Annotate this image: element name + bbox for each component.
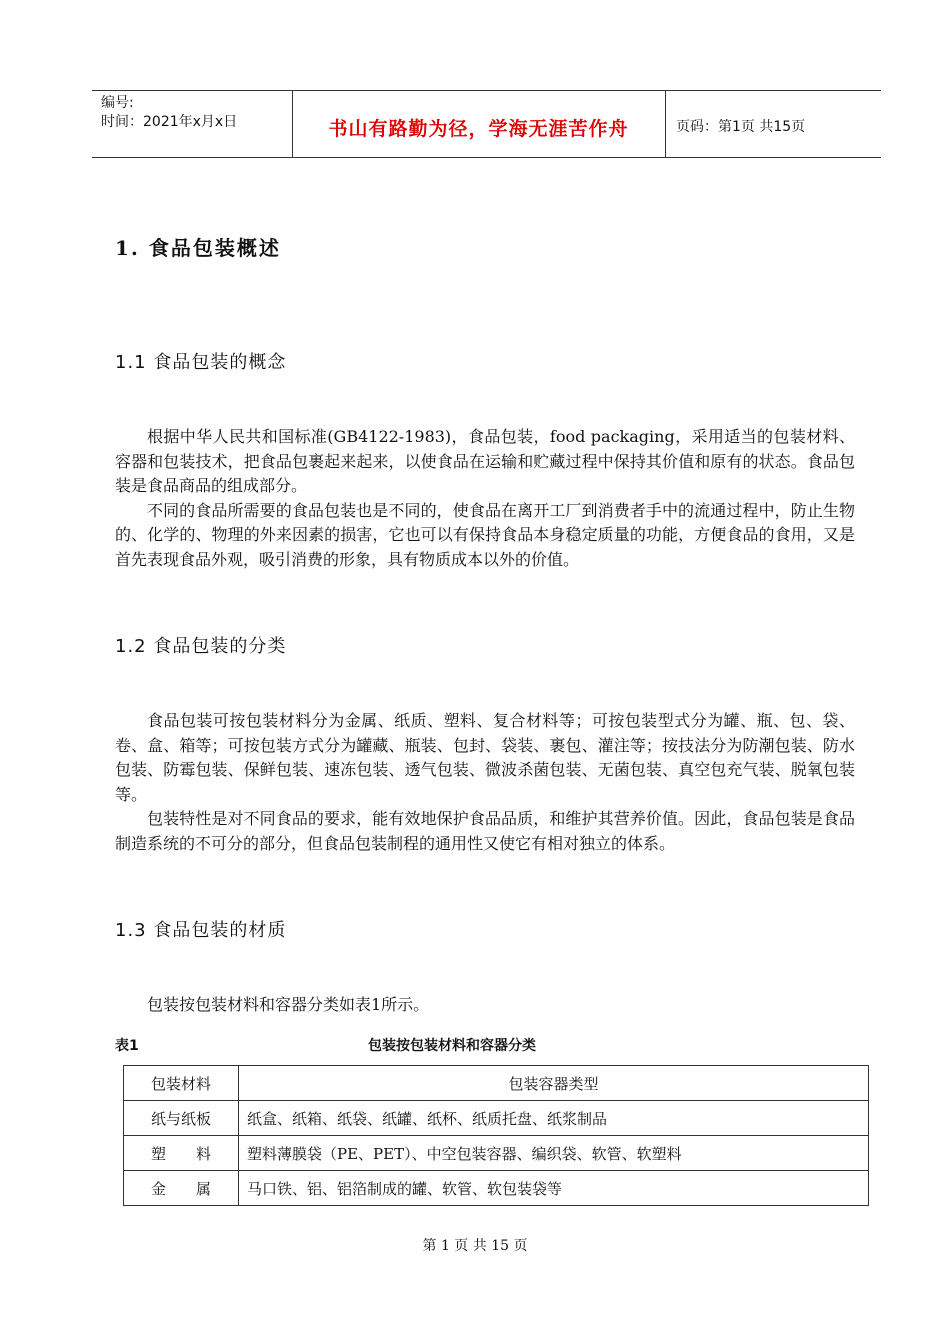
section-1-1-body [115, 425, 855, 572]
header-page-number: 页码：第1页 共15页 [676, 119, 806, 135]
footer-page-number: 第 1 页 共 15 页 [422, 1238, 528, 1254]
packaging-materials-table [123, 1065, 869, 1206]
paragraph: 包装特性是对不同食品的要求，能有效地保护食品品质，和维护其营养价值。因此，食品包装是食品制造系统的不可分的部分，但食品包装制程的通用性又使它有相对独立的体系。 [115, 809, 855, 853]
header-divider-right [665, 90, 666, 157]
section-1-2-body [115, 709, 855, 856]
paragraph: 根据中华人民共和国标准(GB4122-1983)，食品包装，food packaging，采用适当的包装材料、容器和包装技术，把食品包裹起来起来，以使食品在运输和贮藏过程中保持其价值和原有的状态。食品包装是食品商品的组成部分。 [115, 427, 855, 495]
table-header-cell: 包装容器类型 [239, 1066, 869, 1101]
table-header-cell: 包装材料 [124, 1066, 239, 1101]
table-cell: 纸盒、纸箱、纸袋、纸罐、纸杯、纸质托盘、纸浆制品 [239, 1101, 869, 1136]
document-time-label: 时间：2021年x月x日 [101, 114, 238, 130]
paragraph: 不同的食品所需要的食品包装也是不同的，使食品在离开工厂到消费者手中的流通过程中，防止生物的、化学的、物理的外来因素的损害，它也可以有保持食品本身稳定质量的功能，方便食品的食用，又是首先表现食品外观，吸引消费的形象，具有物质成本以外的价值。 [115, 500, 855, 569]
table-cell: 金 属 [124, 1171, 239, 1206]
section-title-1-2: 1.2 食品包装的分类 [115, 636, 287, 657]
table-cell: 塑 料 [124, 1136, 239, 1171]
paragraph: 食品包装可按包装材料分为金属、纸质、塑料、复合材料等；可按包装型式分为罐、瓶、包、袋、卷、盒、箱等；可按包装方式分为罐藏、瓶装、包封、袋装、裹包、灌注等；按技法分为防潮包装、防水包装、防霉包装、保鲜包装、速冻包装、透气包装、微波杀菌包装、无菌包装、真空包充气装、脱氧包装等。 [115, 711, 855, 804]
table-row [124, 1136, 869, 1171]
header-bottom-rule [92, 157, 881, 158]
section-1-3-body [115, 993, 855, 1018]
table-cell: 纸与纸板 [124, 1101, 239, 1136]
table-row [124, 1171, 869, 1206]
table-row [124, 1101, 869, 1136]
table-cell: 马口铁、铝、铝箔制成的罐、软管、软包装袋等 [239, 1171, 869, 1206]
header-motto: 书山有路勤为径，学海无涯苦作舟 [328, 118, 629, 140]
table-label: 表1 [115, 1038, 139, 1054]
paragraph: 包装按包装材料和容器分类如表1所示。 [147, 995, 430, 1014]
section-title-1-3: 1.3 食品包装的材质 [115, 920, 287, 941]
section-title-1-1: 1.1 食品包装的概念 [115, 352, 287, 373]
table-cell: 塑料薄膜袋（PE、PET）、中空包装容器、编织袋、软管、软塑料 [239, 1136, 869, 1171]
document-number-label: 编号: [101, 95, 134, 111]
header-meta [101, 94, 237, 132]
table-header-row [124, 1066, 869, 1101]
table-caption: 包装按包装材料和容器分类 [368, 1038, 536, 1054]
header-top-rule [92, 90, 881, 91]
section-title-1: 1. 食品包装概述 [115, 236, 281, 260]
